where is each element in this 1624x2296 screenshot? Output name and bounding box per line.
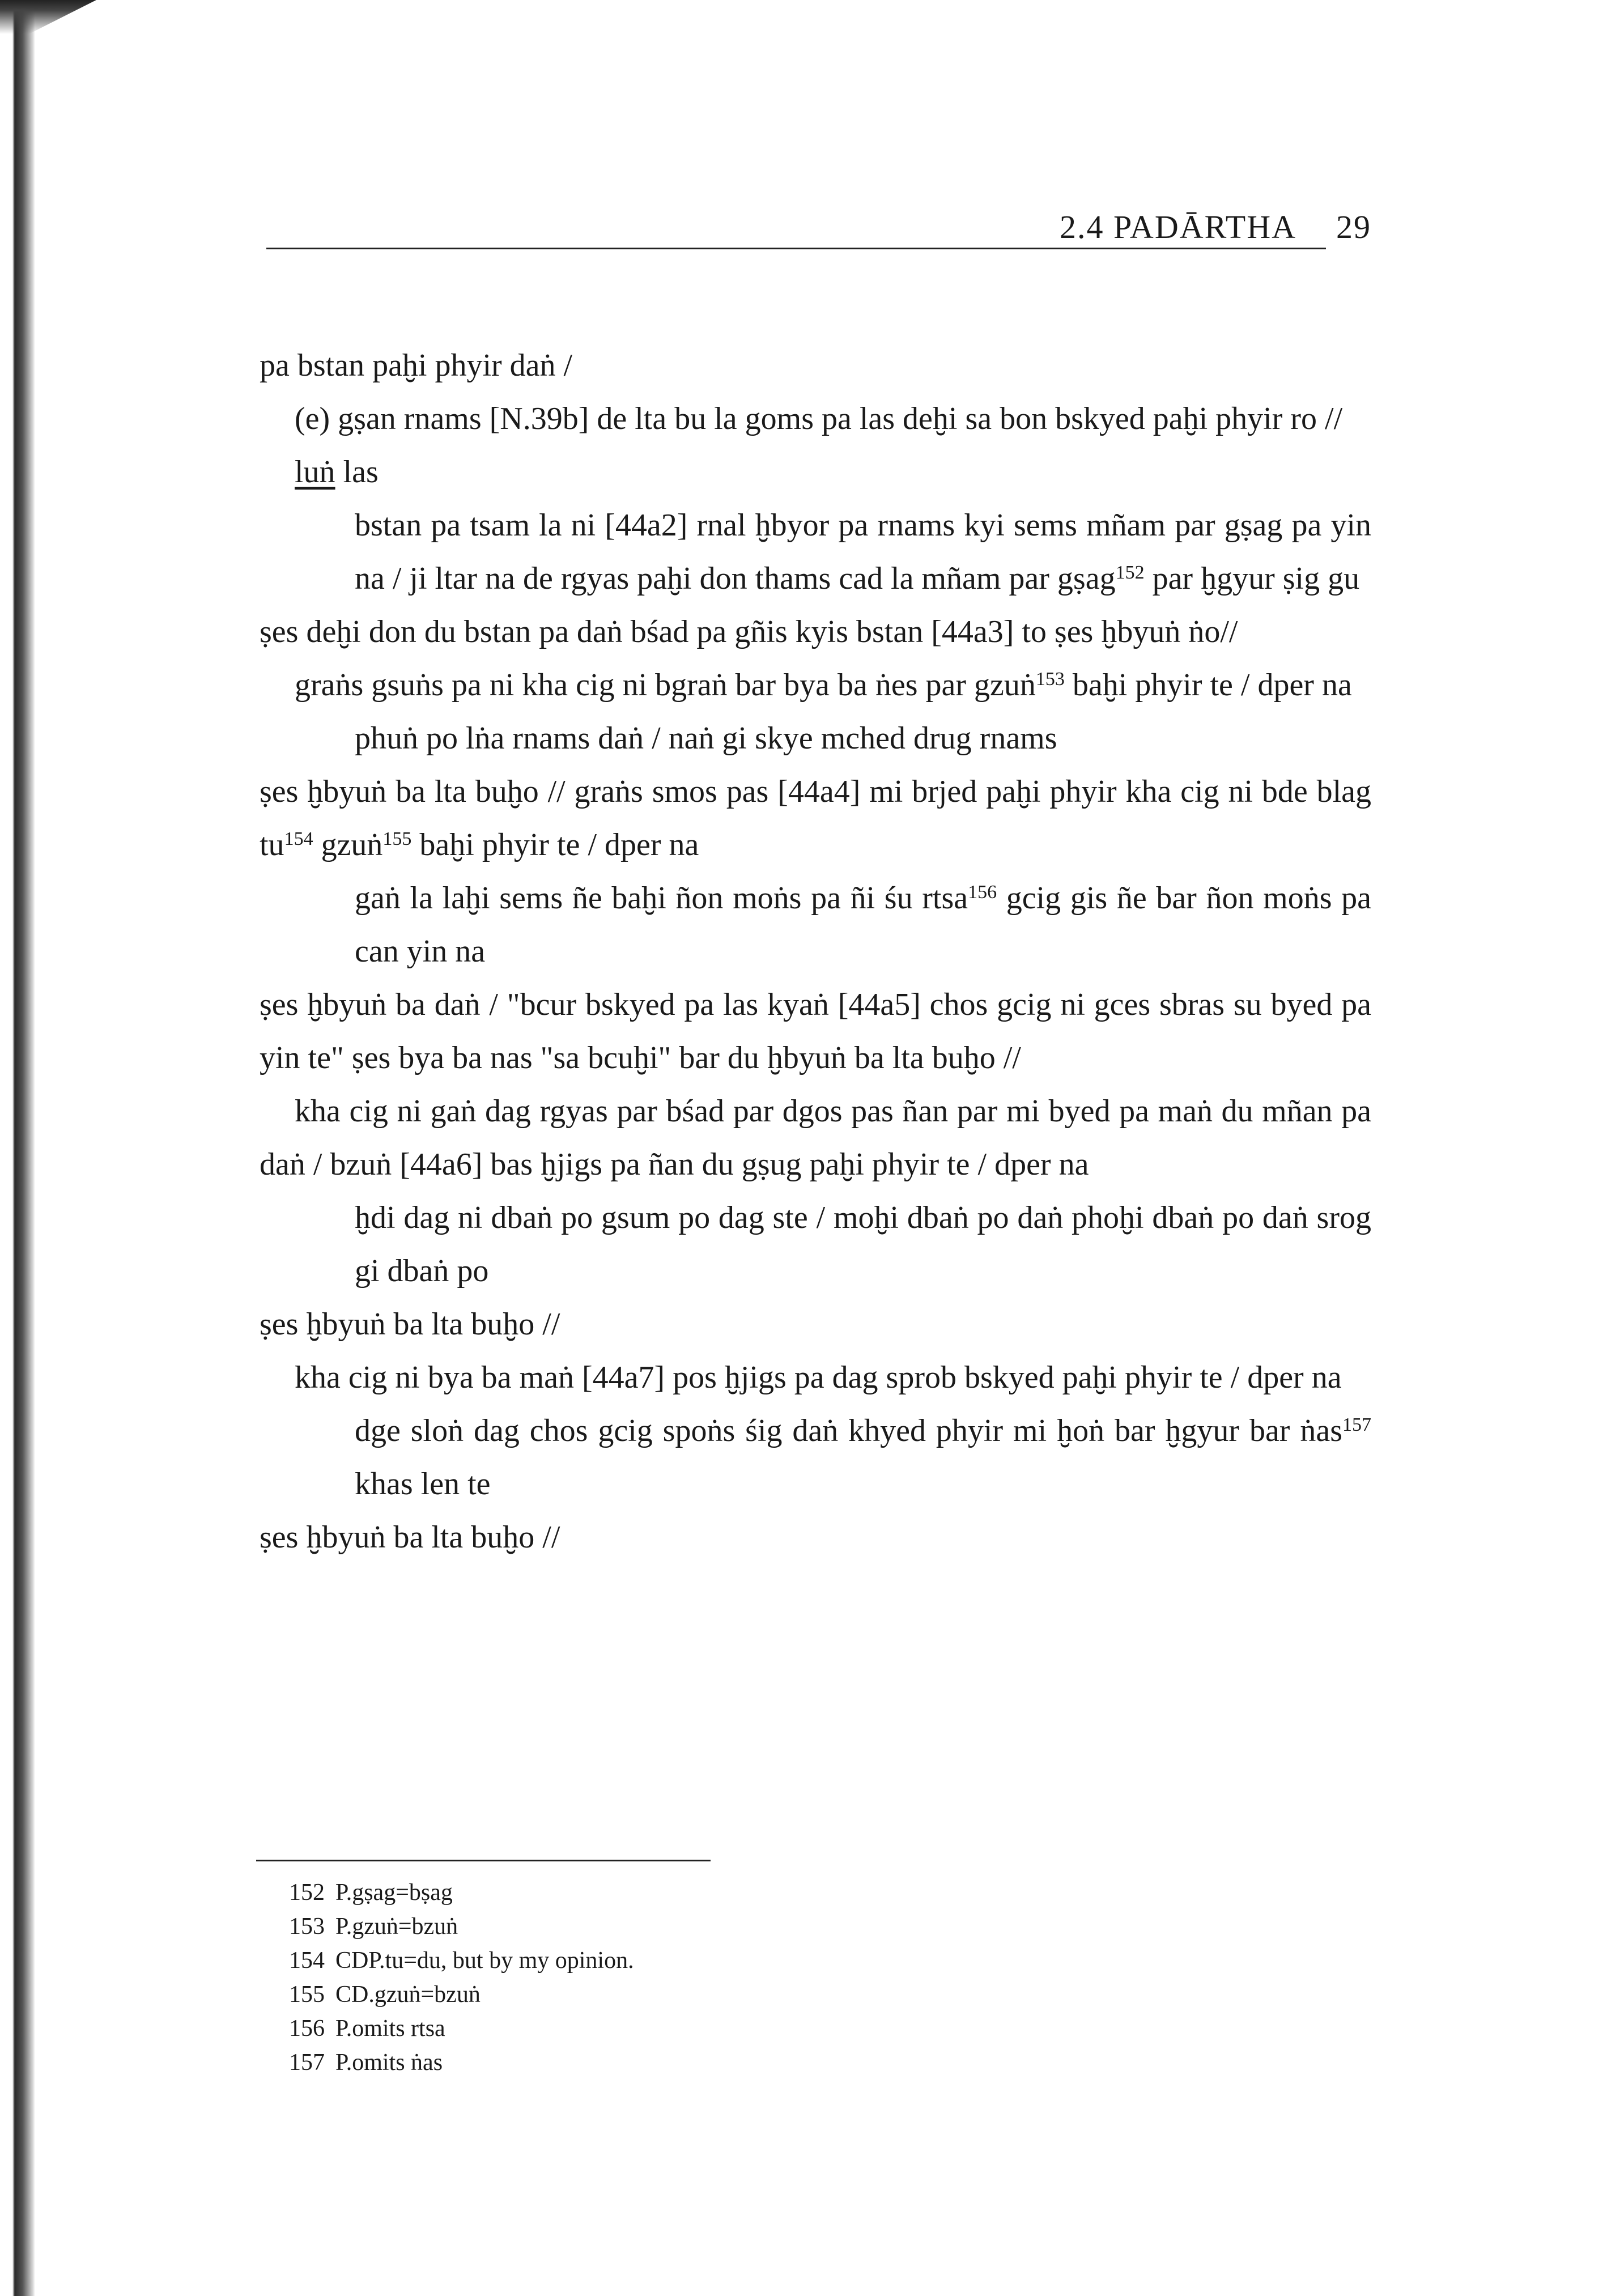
paragraph: ṣes ḫbyuṅ ba lta buḫo // xyxy=(260,1520,560,1555)
header-rule xyxy=(266,248,1326,249)
footnote-ref: 154 xyxy=(284,828,313,849)
footnote-ref: 156 xyxy=(968,882,997,903)
footnote-ref: 152 xyxy=(1115,562,1145,583)
paragraph: ṣes ḫbyuṅ ba lta buḫo // graṅs smos pas [44a4] mi brjed paḫi phyir kha cig ni bde blag $tu^{154}$ gzuṅ$^{155}$ baḫi phyir te / dper na xyxy=(260,774,1371,862)
running-header xyxy=(266,209,1371,249)
footnote-ref: 157 xyxy=(1342,1414,1371,1435)
footnote-text: P.gṣag=bṣag xyxy=(335,1880,453,1906)
footnote-text: CD.gzuṅ=bzuṅ xyxy=(335,1982,481,2008)
section-title: 2.4 PADĀRTHA xyxy=(1060,209,1296,245)
header-text xyxy=(1060,208,1371,246)
paragraph: kha cig ni bya ba maṅ [44a7] pos ḫjigs pa dag sprob bskyed paḫi phyir te / dper na xyxy=(295,1360,1342,1395)
footnote-text: P.omits ṅas xyxy=(335,2050,443,2076)
footnotes xyxy=(289,1876,1082,2080)
footnote-ref: 155 xyxy=(382,828,412,849)
paragraph: luṅ las xyxy=(295,454,379,490)
footnote-item xyxy=(289,2046,1082,2080)
footnote-rule xyxy=(256,1860,711,1861)
footnote-number: 157 xyxy=(289,2050,325,2076)
footnote-item xyxy=(289,1944,1082,1978)
book-spine-shadow xyxy=(0,0,35,2296)
page-number: 29 xyxy=(1336,209,1371,245)
footnote-item xyxy=(289,1910,1082,1944)
book-spine-corner xyxy=(0,0,96,34)
footnote-text: P.omits rtsa xyxy=(335,2016,445,2042)
paragraph: graṅs gsuṅs pa ni kha cig ni bgraṅ bar bya ba ṅes par gzuṅ$^{153}$ baḫi phyir te / dper na xyxy=(295,667,1352,703)
footnote-number: 152 xyxy=(289,1880,325,1906)
block-quote: bstan pa tsam la ni [44a2] rnal ḫbyor pa rnams kyi sems mñam par gṣag pa yin na / ji ltar na de rgyas paḫi don thams cad la mñam par gṣag$^{152}$ par ḫgyur ṣig gu xyxy=(355,508,1371,596)
footnote-item xyxy=(289,1876,1082,1910)
block-quote: phuṅ po lṅa rnams daṅ / naṅ gi skye mched drug rnams xyxy=(355,721,1057,756)
paragraph: pa bstan paḫi phyir daṅ / xyxy=(260,348,573,383)
paragraph: (e) gṣan rnams [N.39b] de lta bu la goms pa las deḫi sa bon bskyed paḫi phyir ro // xyxy=(295,401,1343,436)
footnote-number: 156 xyxy=(289,2016,325,2042)
footnote-number: 154 xyxy=(289,1948,325,1974)
paragraph: ṣes ḫbyuṅ ba lta buḫo // xyxy=(260,1307,560,1342)
footnote-number: 153 xyxy=(289,1914,325,1940)
underlined-term: luṅ xyxy=(295,454,335,490)
paragraph: ṣes deḫi don du bstan pa daṅ bśad pa gñis kyis bstan [44a3] to ṣes ḫbyuṅ ṅo// xyxy=(260,614,1238,649)
footnote-number: 155 xyxy=(289,1982,325,2008)
footnote-item xyxy=(289,2012,1082,2046)
paragraph: ṣes ḫbyuṅ ba daṅ / "bcur bskyed pa las kyaṅ [44a5] chos gcig ni gces sbras su byed pa yin te" ṣes bya ba nas "sa bcuḫi" bar du ḫbyuṅ ba lta buḫo // xyxy=(260,987,1371,1075)
footnote-text: P.gzuṅ=bzuṅ xyxy=(335,1914,458,1940)
main-text xyxy=(260,339,1371,1564)
block-quote: dge sloṅ dag chos gcig spoṅs śig daṅ khyed phyir mi ḫoṅ bar ḫgyur bar ṅas$^{157}$ khas len te xyxy=(355,1413,1371,1502)
block-quote: ḫdi dag ni dbaṅ po gsum po dag ste / moḫi dbaṅ po daṅ phoḫi dbaṅ po daṅ srog gi dbaṅ po xyxy=(355,1200,1371,1289)
paragraph: kha cig ni gaṅ dag rgyas par bśad par dgos pas ñan par mi byed pa maṅ du mñan pa daṅ / bzuṅ [44a6] bas ḫjigs pa ñan du gṣug paḫi phyir te / dper na xyxy=(260,1094,1371,1182)
footnote-item xyxy=(289,1978,1082,2012)
block-quote: gaṅ la laḫi sems ñe baḫi ñon moṅs pa ñi śu rtsa$^{156}$ gcig gis ñe bar ñon moṅs pa can yin na xyxy=(355,881,1371,969)
footnote-ref: 153 xyxy=(1035,669,1065,690)
footnote-text: CDP.tu=du, but by my opinion. xyxy=(335,1948,634,1974)
